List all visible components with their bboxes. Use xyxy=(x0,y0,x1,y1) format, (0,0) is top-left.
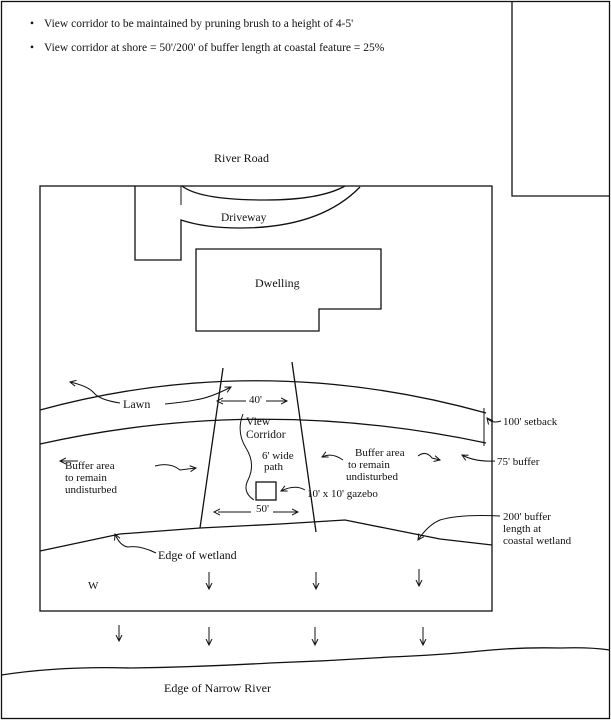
buffer-200-label-2: length at xyxy=(503,523,542,535)
edge-of-river-line xyxy=(2,648,610,675)
setback-100-arrow xyxy=(487,418,501,422)
view-corridor-right-line xyxy=(292,362,316,532)
edge-river-label: Edge of Narrow River xyxy=(164,681,271,695)
note-bullet-2: • xyxy=(30,42,35,54)
note-2: View corridor at shore = 50'/200' of buffer length at coastal feature = 25% xyxy=(44,42,385,54)
edge-of-wetland-line xyxy=(40,520,492,551)
note-bullet-1: • xyxy=(30,18,35,30)
view-corridor-label-2: Corridor xyxy=(246,429,286,441)
dim-40-label: 40' xyxy=(249,394,262,406)
lawn-arrow-left xyxy=(70,382,120,403)
dim-50-label: 50' xyxy=(256,503,269,515)
gazebo-label: 10' x 10' gazebo xyxy=(307,488,378,500)
buffer-right-label-1: Buffer area xyxy=(355,447,405,459)
buffer-200-label-3: coastal wetland xyxy=(503,535,572,547)
setback-100-label: 100' setback xyxy=(503,416,558,428)
buffer-left-arrow-right xyxy=(155,465,196,470)
dwelling-outline xyxy=(196,249,381,331)
buffer-left-label-3: undisturbed xyxy=(65,484,117,496)
w-label: W xyxy=(88,580,99,592)
buffer-200-label-1: 200' buffer xyxy=(503,511,551,523)
gazebo xyxy=(256,482,276,500)
buffer-right-arrow-right xyxy=(418,453,440,460)
buffer-75-arrow xyxy=(462,455,495,461)
driveway-label: Driveway xyxy=(221,212,267,224)
buffer-right-label-2: to remain xyxy=(348,459,390,471)
dwelling-label: Dwelling xyxy=(255,276,300,290)
river-road-label: River Road xyxy=(214,151,269,165)
path-label-2: path xyxy=(264,461,283,473)
buffer-left-label-1: Buffer area xyxy=(65,460,115,472)
buffer-right-label-3: undisturbed xyxy=(346,471,398,483)
path-label-1: 6' wide xyxy=(262,450,294,462)
buffer-left-label-2: to remain xyxy=(65,472,107,484)
driveway-inner-curve xyxy=(182,186,345,200)
note-1: View corridor to be maintained by pruning brush to a height of 4-5' xyxy=(44,18,354,30)
edge-wetland-arrow xyxy=(115,534,156,553)
edge-wetland-label: Edge of wetland xyxy=(158,548,237,562)
view-corridor-label-1: View xyxy=(246,416,271,428)
buffer-right-arrow-left xyxy=(322,455,343,460)
gazebo-arrow xyxy=(281,487,305,491)
lawn-label: Lawn xyxy=(123,397,151,411)
buffer-200-arrow xyxy=(418,516,500,541)
buffer-75-label: 75' buffer xyxy=(497,456,540,468)
neighbor-lot xyxy=(512,2,610,197)
